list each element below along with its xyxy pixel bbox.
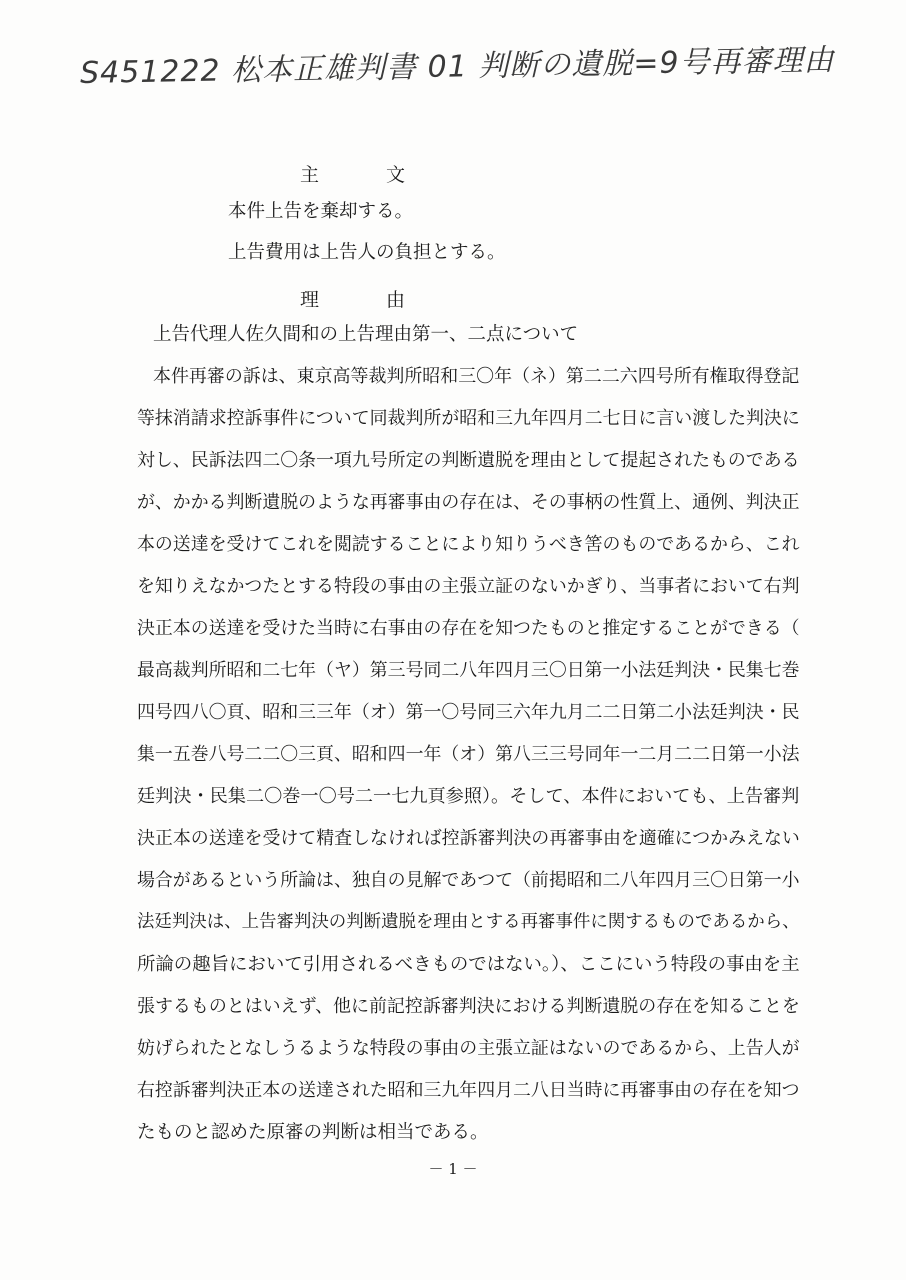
main-text-heading bbox=[290, 160, 420, 184]
reasons-paragraph-line-1: 本件再審の訴は、東京高等裁判所昭和三〇年（ネ）第二二六四号所有権取得登記 bbox=[153, 366, 800, 387]
reasons-heading-char-1: 理 bbox=[300, 289, 320, 311]
reasons-paragraph-line-3: 対し、民訴法四二〇条一項九号所定の判断遺脱を理由として提起されたものである bbox=[137, 450, 800, 471]
reasons-paragraph-line-6: を知りえなかつたとする特段の事由の主張立証のないかぎり、当事者において右判 bbox=[137, 576, 800, 597]
main-text-line-1: 本件上告を棄却する。 bbox=[228, 201, 414, 222]
page-number: － 1 － bbox=[428, 1160, 478, 1178]
reasons-paragraph-line-18: 右控訴審判決正本の送達された昭和三九年四月二八日当時に再審事由の存在を知つ bbox=[137, 1080, 800, 1101]
reasons-paragraph-line-14: 法廷判決は、上告審判決の判断遺脱を理由とする再審事件に関するものであるから、 bbox=[137, 912, 800, 932]
reasons-paragraph-line-15: 所論の趣旨において引用されるべきものではない。）、ここにいう特段の事由を主 bbox=[137, 954, 800, 975]
reasons-paragraph-line-5: 本の送達を受けてこれを閲読することにより知りうべき筈のものであるから、これ bbox=[137, 534, 800, 555]
reasons-paragraph-line-12: 決正本の送達を受けて精査しなければ控訴審判決の再審事由を適確につかみえない bbox=[137, 828, 800, 849]
reasons-paragraph-line-10: 集一五巻八号二二〇三頁、昭和四一年（オ）第八三三号同年一二月二二日第一小法 bbox=[137, 744, 800, 765]
reasons-paragraph-line-19: たものと認めた原審の判断は相当である。 bbox=[137, 1122, 489, 1143]
reasons-paragraph-line-16: 張するものとはいえず、他に前記控訴審判決における判断遺脱の存在を知ることを bbox=[137, 996, 800, 1017]
reasons-paragraph-line-13: 場合があるという所論は、独自の見解であつて（前掲昭和二八年四月三〇日第一小 bbox=[137, 870, 800, 891]
main-text-heading-char-1: 主 bbox=[300, 164, 320, 186]
reasons-paragraph-line-2: 等抹消請求控訴事件について同裁判所が昭和三九年四月二七日に言い渡した判決に bbox=[137, 408, 800, 429]
reasons-heading bbox=[290, 285, 420, 309]
reasons-section-title: 上告代理人佐久間和の上告理由第一、二点について bbox=[153, 324, 579, 345]
main-text-line-2: 上告費用は上告人の負担とする。 bbox=[228, 242, 506, 263]
reasons-paragraph-line-7: 決正本の送達を受けた当時に右事由の存在を知つたものと推定することができる（ bbox=[137, 618, 800, 639]
handwritten-annotation: S451222 松本正雄判書 01 判断の遺脱=9号再審理由 bbox=[79, 42, 835, 91]
main-text-heading-char-2: 文 bbox=[386, 164, 406, 186]
reasons-paragraph-line-11: 廷判決・民集二〇巻一〇号二一七九頁参照）。そして、本件においても、上告審判 bbox=[137, 786, 800, 807]
reasons-paragraph-line-17: 妨げられたとなしうるような特段の事由の主張立証はないのであるから、上告人が bbox=[137, 1038, 800, 1059]
reasons-paragraph-line-9: 四号四八〇頁、昭和三三年（オ）第一〇号同三六年九月二二日第二小法廷判決・民 bbox=[137, 702, 800, 723]
reasons-paragraph-line-4: が、かかる判断遺脱のような再審事由の存在は、その事柄の性質上、通例、判決正 bbox=[137, 492, 800, 513]
reasons-paragraph-line-8: 最高裁判所昭和二七年（ヤ）第三号同二八年四月三〇日第一小法廷判決・民集七巻 bbox=[137, 660, 800, 681]
reasons-heading-char-2: 由 bbox=[386, 289, 406, 311]
